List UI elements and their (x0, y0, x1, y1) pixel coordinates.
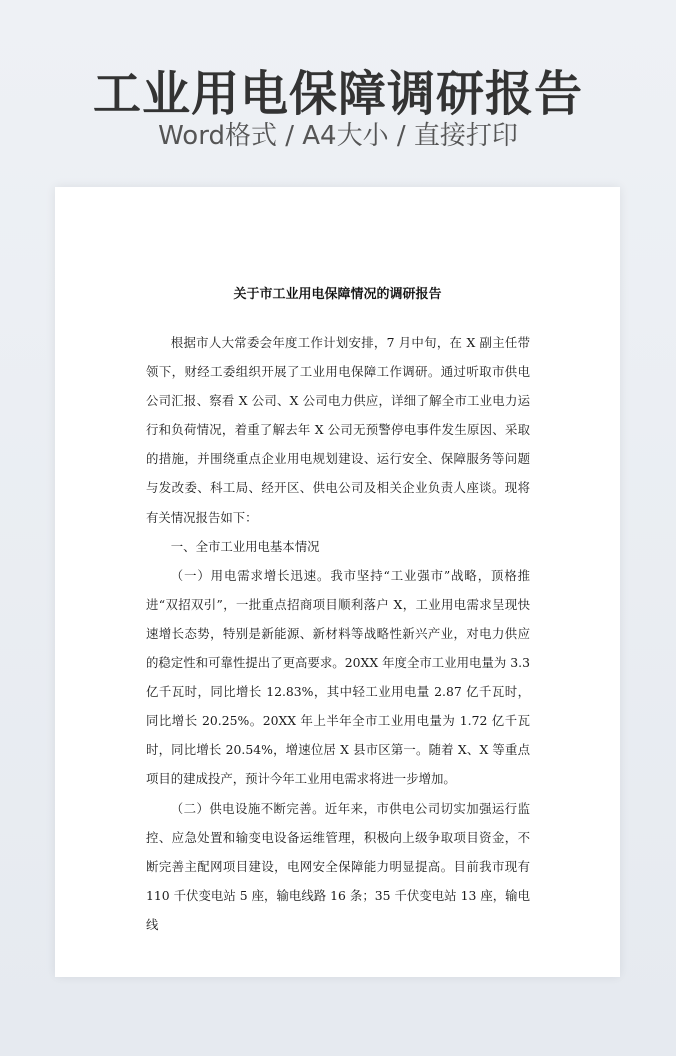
document-page (55, 187, 620, 977)
banner-subtitle: Word格式 / A4大小 / 直接打印 (158, 121, 518, 151)
paragraph-facilities: （二）供电设施不断完善。近年来，市供电公司切实加强运行监控、应急处置和输变电设备运维管理，积极向上级争取项目资金，不断完善主配网项目建设，电网安全保障能力明显提高。目前我市现有 110 千伏变电站 5 座，输电线路 16 条；35 千伏变电站 13 座，输电线 (146, 800, 530, 932)
banner (0, 0, 676, 180)
document-body (146, 328, 530, 939)
paragraph-demand: （一）用电需求增长迅速。我市坚持“工业强市”战略，顶格推进“双招双引”，一批重点招商项目顺利落户 X，工业用电需求呈现快速增长态势，特别是新能源、新材料等战略性新兴产业，对电力供应的稳定性和可靠性提出了更高要求。20XX 年度全市工业用电量为 3.3 亿千瓦时，同比增长 12.83%，其中轻工业用电量 2.87 亿千瓦时，同比增长 20.25%。20XX 年上半年全市工业用电量为 1.72 亿千瓦时，同比增长 20.54%，增速位居 X 县市区第一。随着 X、X 等重点项目的建成投产，预计今年工业用电需求将进一步增加。 (146, 567, 530, 787)
section-heading: 一、全市工业用电基本情况 (170, 538, 320, 554)
paragraph-intro: 根据市人大常委会年度工作计划安排，7 月中旬，在 X 副主任带领下，财经工委组织开展了工业用电保障工作调研。通过听取市供电公司汇报、察看 X 公司、X 公司电力供应，详细了解全市工业电力运行和负荷情况，着重了解去年 X 公司无预警停电事件发生原因、采取的措施，并围绕重点企业用电规划建设、运行安全、保障服务等问题与发改委、科工局、经开区、供电公司及相关企业负责人座谈。现将有关情况报告如下： (146, 335, 530, 525)
document-title: 关于市工业用电保障情况的调研报告 (233, 287, 442, 302)
banner-title: 工业用电保障调研报告 (92, 66, 583, 122)
